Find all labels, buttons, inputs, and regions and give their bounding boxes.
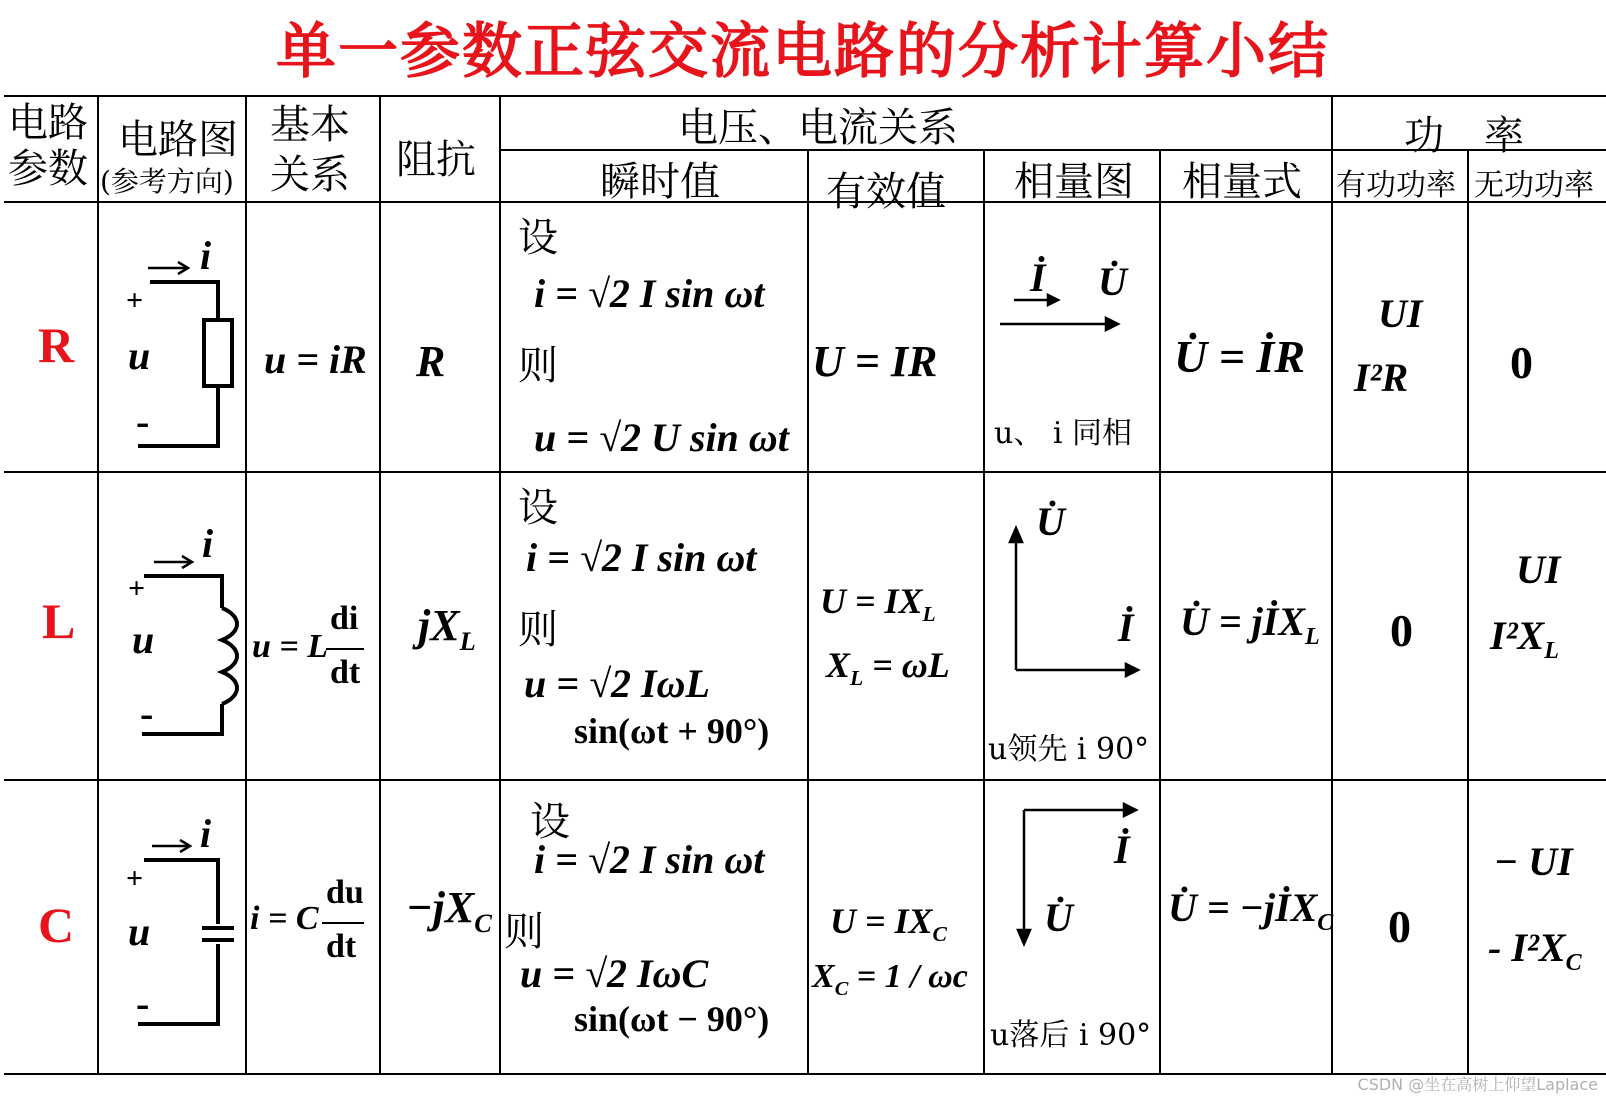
resistor-circuit-diagram [98, 202, 246, 472]
c-phasor-i-label: İ [1114, 827, 1130, 872]
c-reactive-1: − UI [1494, 839, 1573, 884]
header-impedance: 阻抗 [396, 137, 476, 183]
l-reactive-1: UI [1516, 547, 1561, 592]
header-instantaneous: 瞬时值 [600, 159, 720, 205]
c-phasor-note: u落后 i 90° [990, 1018, 1152, 1053]
page-title: 单一参数正弦交流电路的分析计算小结 [276, 17, 1330, 87]
header-circuit-param: 电路 参数 [8, 100, 88, 192]
l-circuit-current: i [202, 521, 214, 566]
r-active-1: UI [1378, 291, 1423, 336]
l-basic-num: di [330, 600, 359, 637]
c-inst-set: 设 [530, 799, 570, 845]
l-basic-fraction-bar [326, 648, 364, 650]
r-circuit-minus: - [136, 399, 150, 444]
c-basic-lhs: i = C [250, 900, 319, 937]
header-rms: 有效值 [826, 169, 946, 215]
l-circuit-minus: - [140, 691, 154, 736]
r-phasor-i-label: İ [1030, 255, 1046, 300]
c-circuit-current: i [200, 811, 212, 856]
header-basic-relation: 基本 关系 [270, 102, 350, 198]
r-rms: U = IR [812, 337, 938, 386]
inductor-circuit-diagram [98, 472, 246, 780]
l-reactive-2: $I^2X_L$ [1490, 613, 1559, 664]
l-impedance: $jX_L$ [418, 601, 476, 656]
l-rms-1: $U = IX_L$ [820, 581, 936, 627]
c-phasor-u-label: U̇ [1044, 895, 1073, 940]
r-phasor-expr: U̇ = İR [1174, 331, 1306, 382]
l-inst-then: 则 [518, 607, 558, 653]
r-inst-set: 设 [518, 215, 558, 261]
row-label-l: L [42, 593, 76, 649]
header-active-power: 有功功率 [1336, 168, 1456, 203]
header-phasor-expr: 相量式 [1182, 159, 1302, 205]
header-phasor-diagram: 相量图 [1014, 159, 1134, 205]
watermark: CSDN @坐在高树上仰望Laplace [1357, 1075, 1598, 1094]
r-basic-relation: u = iR [264, 337, 367, 382]
l-rms-2: $X_L = \omega L$ [826, 645, 950, 691]
c-rms-1: $U = IX_C$ [830, 901, 947, 947]
l-phasor-note: u领先 i 90° [988, 732, 1150, 767]
r-inst-u: u = √2 U sin ωt [534, 415, 789, 460]
r-phasor-note: u、 i 同相 [994, 416, 1132, 451]
l-basic-den: dt [330, 654, 361, 691]
l-phasor-u-label: U̇ [1036, 499, 1065, 544]
c-circuit-voltage: u [128, 909, 151, 954]
header-vi-relation: 电压、电流关系 [678, 105, 958, 151]
r-impedance: R [416, 337, 446, 386]
l-inst-u: u = √2 IωL [524, 661, 710, 706]
l-circuit-voltage: u [132, 617, 155, 662]
l-inst-set: 设 [518, 485, 558, 531]
r-circuit-voltage: u [128, 333, 151, 378]
c-inst-i: i = √2 I sin ωt [534, 837, 765, 882]
l-phasor-i-label: İ [1118, 605, 1134, 650]
c-basic-fraction-bar [322, 922, 364, 924]
r-active-2: I²R [1354, 355, 1409, 400]
c-impedance: $-jX_C$ [406, 883, 492, 938]
r-reactive: 0 [1510, 337, 1533, 388]
l-circuit-plus: + [128, 572, 146, 605]
header-ref-direction: (参考方向) [100, 165, 234, 198]
c-basic-num: du [326, 874, 364, 911]
c-basic-den: dt [326, 928, 357, 965]
c-rms-2: $X_C = 1 / \omega c$ [812, 958, 968, 1000]
l-inst-i: i = √2 I sin ωt [526, 535, 757, 580]
l-inst-u2: sin(ωt + 90°) [574, 711, 770, 751]
header-reactive-power: 无功功率 [1474, 168, 1594, 203]
row-label-r: R [38, 317, 75, 373]
r-inst-then: 则 [518, 343, 558, 389]
c-circuit-plus: + [126, 862, 144, 895]
l-phasor-expr: U̇ = jİX$_L$ [1180, 599, 1320, 650]
header-power: 功 率 [1404, 113, 1524, 159]
c-phasor-expr: U̇ = −jİX$_C$ [1168, 885, 1334, 936]
c-circuit-minus: - [136, 981, 150, 1026]
c-inst-u: u = √2 IωC [520, 951, 709, 996]
c-active: 0 [1388, 901, 1411, 952]
header-circuit-diagram: 电路图 [118, 117, 238, 163]
r-inst-i: i = √2 I sin ωt [534, 271, 765, 316]
c-inst-then: 则 [504, 909, 544, 955]
c-inst-u2: sin(ωt − 90°) [574, 999, 770, 1039]
capacitor-circuit-diagram [98, 780, 246, 1074]
c-reactive-2: - $I^2X_C$ [1488, 925, 1582, 976]
l-basic-lhs: u = L [252, 628, 329, 665]
r-circuit-plus: + [126, 284, 144, 317]
r-circuit-current: i [200, 233, 212, 278]
row-label-c: C [38, 897, 75, 953]
l-active: 0 [1390, 605, 1413, 656]
r-phasor-u-label: U̇ [1098, 259, 1127, 304]
